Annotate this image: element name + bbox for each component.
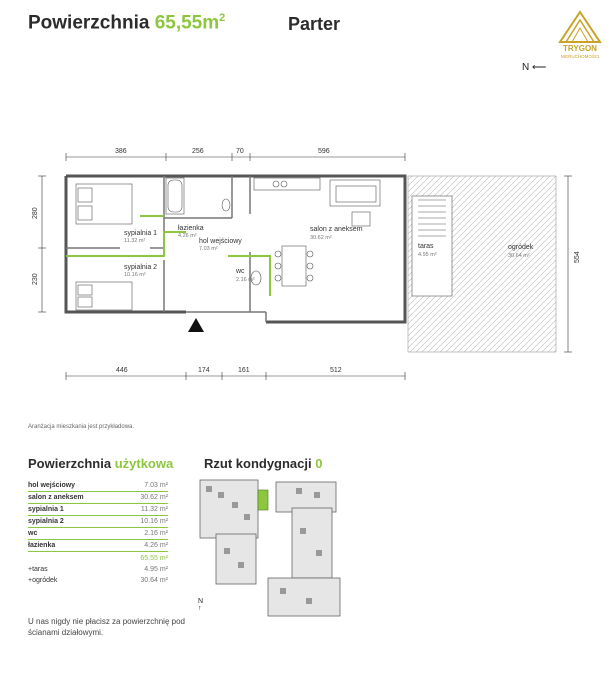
arrangement-note: Aranżacja mieszkania jest przykładowa. bbox=[28, 424, 135, 430]
left-dimension-line bbox=[38, 176, 46, 312]
keyplan-building-b bbox=[216, 534, 256, 584]
keyplan-title-a: Rzut kondygnacji bbox=[204, 456, 312, 471]
keyplan-building-e bbox=[268, 578, 340, 616]
extra-row: +taras 4.95 m² bbox=[28, 566, 168, 573]
area-row: salon z aneksem 30.62 m² bbox=[28, 492, 168, 504]
logo-triangle-icon bbox=[556, 10, 604, 44]
keyplan-title-b: 0 bbox=[315, 456, 323, 471]
footnote: U nas nigdy nie płacisz za powierzchnię pod ścianami działowymi. bbox=[28, 617, 185, 637]
bed-1 bbox=[76, 184, 132, 224]
room-terrace-area: 4.95 m² bbox=[418, 252, 437, 258]
room-living-area: 30.62 m² bbox=[310, 235, 332, 241]
keyplan-building-c bbox=[276, 482, 336, 512]
north-letter: N bbox=[522, 62, 530, 73]
room-bedroom1-area: 11.32 m² bbox=[124, 238, 146, 244]
room-bedroom1-label: sypialnia 1 bbox=[124, 230, 158, 237]
sofa bbox=[330, 180, 380, 206]
keyplan-drawing bbox=[196, 478, 356, 618]
room-wc-area: 2.16 m² bbox=[236, 277, 255, 283]
trygon-logo bbox=[556, 10, 604, 68]
logo-name: TRYGON bbox=[563, 44, 597, 53]
room-living-label: salon z aneksem bbox=[310, 226, 363, 233]
room-terrace-label: taras bbox=[418, 243, 434, 250]
top-dim-4: 596 bbox=[318, 148, 330, 155]
room-garden-area: 30.64 m² bbox=[508, 253, 530, 259]
extra-row: +ogródek 30.64 m² bbox=[28, 577, 168, 584]
right-dimension-line bbox=[564, 176, 572, 352]
room-hall-label: hol wejściowy bbox=[199, 238, 242, 245]
north-arrow bbox=[522, 62, 546, 73]
arrow-left-icon: ⟵ bbox=[532, 62, 547, 73]
top-dim-1: 386 bbox=[115, 148, 127, 155]
room-bathroom-label: łazienka bbox=[178, 225, 204, 232]
page-title bbox=[28, 12, 225, 34]
arrow-up-icon: ↑ bbox=[198, 605, 202, 612]
left-dim-1: 280 bbox=[32, 207, 39, 219]
bottom-dim-2: 174 bbox=[198, 367, 210, 374]
floor-plan bbox=[0, 140, 612, 390]
keyplan-building-d bbox=[292, 508, 332, 578]
title-prefix: Powierzchnia bbox=[28, 12, 150, 34]
usable-title-a: Powierzchnia bbox=[28, 456, 112, 471]
coffee-table bbox=[352, 212, 370, 226]
area-row: wc 2.16 m² bbox=[28, 528, 168, 540]
room-garden-label: ogródek bbox=[508, 244, 534, 251]
area-row: sypialnia 1 11.32 m² bbox=[28, 504, 168, 516]
bathtub bbox=[166, 178, 184, 214]
room-bathroom-area: 4.26 m² bbox=[178, 233, 197, 239]
area-total: 65.55 m² bbox=[140, 555, 168, 562]
area-table bbox=[28, 480, 168, 586]
room-bedroom2-area: 10.16 m² bbox=[124, 272, 146, 278]
title-area-sup: 2 bbox=[219, 12, 226, 24]
area-row: łazienka 4.26 m² bbox=[28, 540, 168, 552]
top-dim-3: 70 bbox=[236, 148, 244, 155]
usable-area-title bbox=[28, 456, 173, 471]
top-dim-2: 256 bbox=[192, 148, 204, 155]
entrance-arrow-icon bbox=[188, 318, 204, 332]
bed-2 bbox=[76, 282, 132, 310]
room-hall-area: 7.03 m² bbox=[199, 246, 218, 252]
left-dim-2: 230 bbox=[32, 273, 39, 285]
bottom-dim-4: 512 bbox=[330, 367, 342, 374]
area-row: sypialnia 2 10.16 m² bbox=[28, 516, 168, 528]
right-dim-1: 554 bbox=[574, 251, 581, 263]
keyplan-compass bbox=[198, 598, 203, 612]
keyplan-title bbox=[204, 456, 322, 471]
area-row: hol wejściowy 7.03 m² bbox=[28, 480, 168, 492]
floor-name: Parter bbox=[288, 14, 341, 34]
logo-subtitle: NIERUCHOMOŚCI bbox=[560, 54, 600, 59]
keyplan-highlight-unit bbox=[258, 490, 268, 510]
title-area-value: 65,55m bbox=[154, 12, 220, 34]
room-bedroom2-label: sypialnia 2 bbox=[124, 264, 158, 271]
kitchen-counter bbox=[254, 178, 320, 190]
dining-table bbox=[275, 246, 313, 286]
compass-north-letter: N bbox=[198, 598, 204, 605]
usable-title-b: użytkowa bbox=[114, 456, 174, 471]
bottom-dim-1: 446 bbox=[116, 367, 128, 374]
bottom-dim-3: 161 bbox=[238, 367, 250, 374]
room-wc-label: wc bbox=[236, 268, 245, 275]
